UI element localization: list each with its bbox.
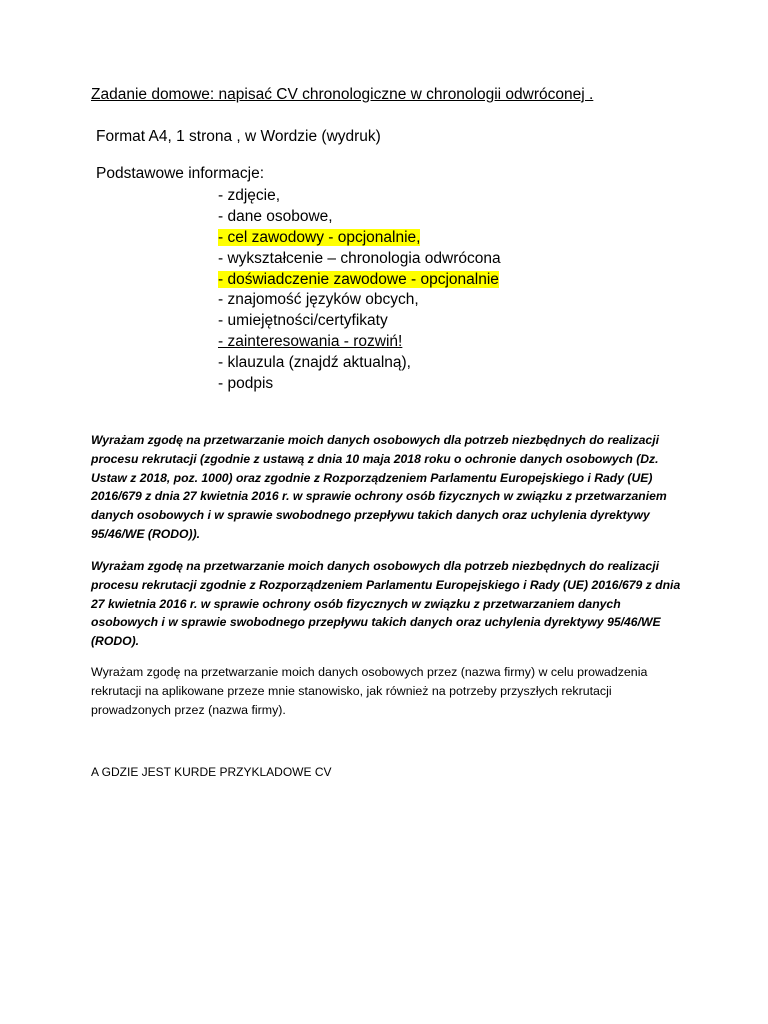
list-item: - podpis bbox=[218, 375, 274, 393]
list-item: - zdjęcie, bbox=[218, 187, 281, 204]
gdpr-clause-1: Wyrażam zgodę na przetwarzanie moich danych osobowych dla potrzeb niezbędnych do realizacji procesu rekrutacji (zgodnie z ustawą z dnia 10 maja 2018 roku o ochronie danych osobowych (Dz. Ustaw z 2018, poz. 1000) oraz zgodnie z Rozporządzeniem Parlamentu Europejskiego i Rady (UE) 2016/679 z dnia 27 kwietnia 2016 r. w sprawie ochrony osób fizycznych w związku z przetwarzaniem danych osobowych i w sprawie swobodnego przepływu takich danych oraz uchylenia dyrektywy 95/46/WE (RODO)). bbox=[91, 433, 667, 541]
list-item: - zainteresowania - rozwiń! bbox=[218, 333, 403, 351]
list-item: - wykształcenie – chronologia odwrócona bbox=[218, 249, 501, 267]
list-item: - znajomość języków obcych, bbox=[218, 291, 419, 309]
basics-header: Podstawowe informacje: bbox=[96, 165, 264, 182]
homework-title: Zadanie domowe: napisać CV chronologiczne w chronologii odwróconej . bbox=[91, 86, 594, 103]
list-item: - umiejętności/certyfikaty bbox=[218, 312, 388, 330]
list-item: - cel zawodowy - opcjonalnie, bbox=[218, 228, 421, 246]
list-item: - klauzula (znajdź aktualną), bbox=[218, 354, 411, 372]
list-item: - dane osobowe, bbox=[218, 207, 333, 225]
list-item: - doświadczenie zawodowe - opcjonalnie bbox=[218, 270, 499, 288]
format-line: Format A4, 1 strona , w Wordzie (wydruk) bbox=[96, 128, 381, 145]
footer-note: A GDZIE JEST KURDE PRZYKLADOWE CV bbox=[91, 765, 332, 779]
gdpr-clause-2: Wyrażam zgodę na przetwarzanie moich danych osobowych dla potrzeb niezbędnych do realizacji procesu rekrutacji zgodnie z Rozporządzeniem Parlamentu Europejskiego i Rady (UE) 2016/679 z dnia 27 kwietnia 2016 r. w sprawie ochrony osób fizycznych w związku z przetwarzaniem danych osobowych i w sprawie swobodnego przepływu takich danych oraz uchylenia dyrektywy 95/46/WE (RODO). bbox=[91, 559, 681, 649]
cv-sections-list bbox=[218, 186, 501, 395]
gdpr-clause-3: Wyrażam zgodę na przetwarzanie moich danych osobowych przez (nazwa firmy) w celu prowadzenia rekrutacji na aplikowane przeze mnie stanowisko, jak również na potrzeby przyszłych rekrutacji prowadzonych przez (nazwa firmy). bbox=[91, 665, 648, 717]
